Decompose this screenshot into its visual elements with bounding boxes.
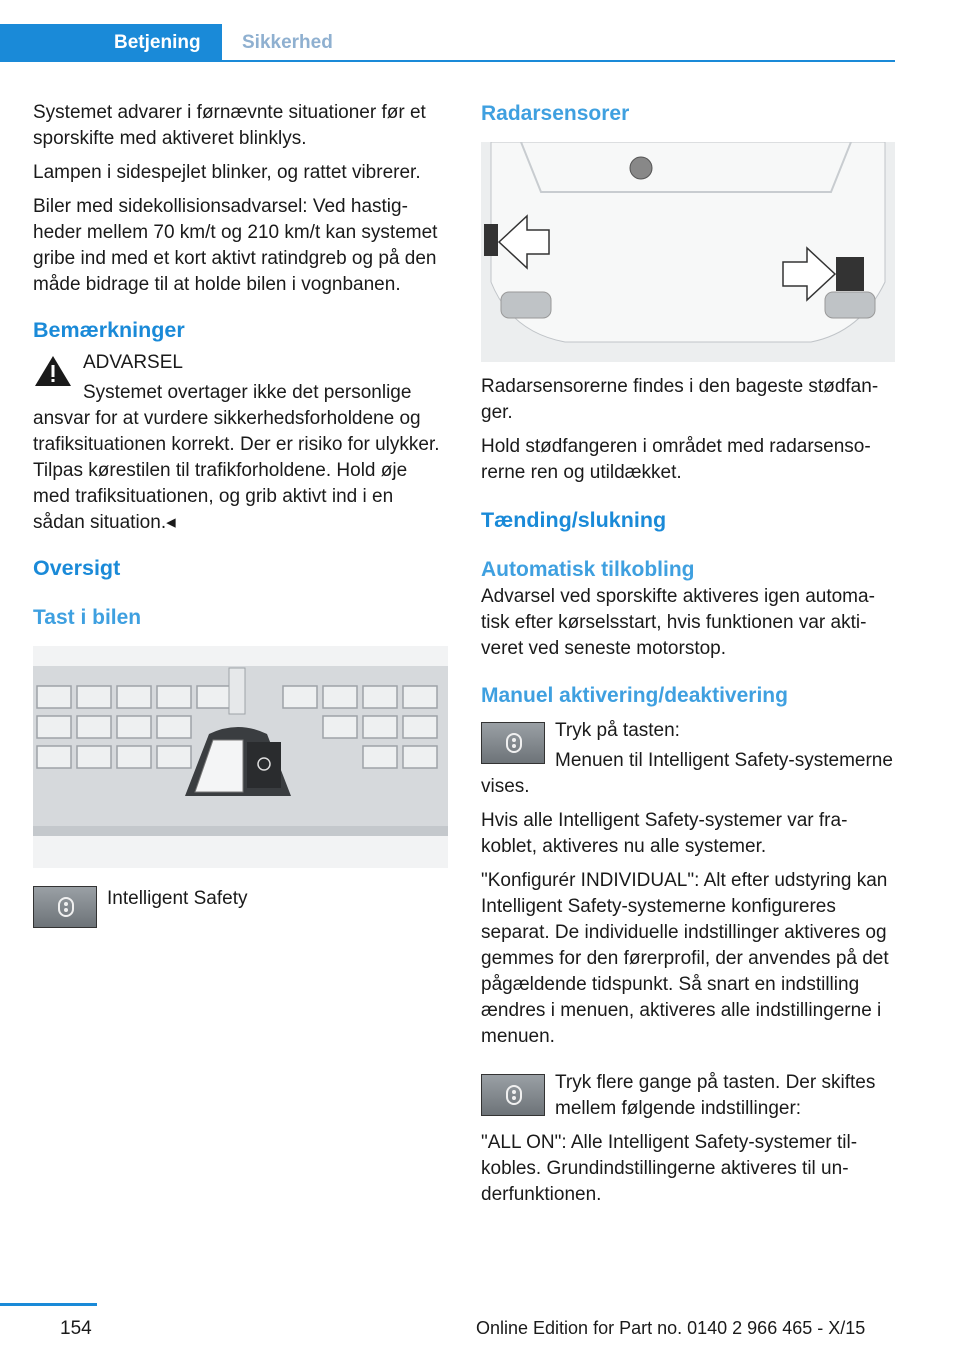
rear-bumper-photo <box>481 142 895 362</box>
paragraph: Lampen i sidespejlet blinker, og rattet vibrerer. <box>33 162 421 183</box>
heading-button-in-car: Tast i bilen <box>33 606 142 629</box>
toggle-block <box>481 1070 896 1122</box>
heading-remarks: Bemærkninger <box>33 318 185 342</box>
intelligent-safety-button-icon <box>33 886 97 928</box>
paragraph: Biler med sidekollisionsadvarsel: Ved hastigheder mellem 70 km/t og 210 km/t kan systemet gribe ind med et kort aktivt ratindgreb og på den måde bidrage til at holde bilen i vognbanen. <box>33 196 438 295</box>
dashboard-button-photo <box>33 646 448 868</box>
paragraph: Advarsel ved sporskifte aktiveres igen automatisk efter kørselsstart, hvis funktionen var aktiveret ved seneste motorstop. <box>481 586 875 659</box>
left-column <box>33 100 448 930</box>
heading-on-off: Tænding/slukning <box>481 508 667 532</box>
paragraph: Radarsensorerne findes i den bageste stødfanger. <box>481 376 879 423</box>
header <box>0 0 960 64</box>
heading-automatic: Automatisk tilkobling <box>481 558 695 581</box>
page-number: 154 <box>60 1318 92 1339</box>
warning-title: ADVARSEL <box>83 352 183 373</box>
footer-bar <box>0 1303 97 1306</box>
paragraph: Tryk flere gange på tasten. Der skiftes mellem følgende indstillinger: <box>555 1072 876 1119</box>
edition-text: Online Edition for Part no. 0140 2 966 465 - X/15 <box>476 1318 866 1338</box>
intelligent-safety-button-icon <box>481 722 545 764</box>
paragraph: Hold stødfangeren i området med radarsensorerne ren og utildækket. <box>481 436 871 483</box>
intelligent-safety-button-icon <box>481 1074 545 1116</box>
header-rule <box>222 60 895 62</box>
paragraph: Menuen til Intelligent Safety-systemerne vises. <box>481 750 893 797</box>
paragraph: Hvis alle Intelligent Safety-systemer var frakoblet, aktiveres nu alle systemer. <box>481 810 848 857</box>
button-legend <box>33 886 448 912</box>
heading-overview: Oversigt <box>33 556 121 580</box>
heading-radar-sensors: Radarsensorer <box>481 102 630 125</box>
button-label: Intelligent Safety <box>107 888 248 909</box>
right-column <box>481 100 896 1216</box>
warning-icon <box>33 354 73 388</box>
paragraph: Tryk på tasten: <box>555 720 680 741</box>
warning-block <box>33 350 448 536</box>
manual-block <box>481 718 896 800</box>
paragraph: "ALL ON": Alle Intelligent Safety-systemer tilkobles. Grundindstillingerne aktiveres til underfunktionen. <box>481 1132 858 1205</box>
tab-sikkerhed[interactable]: Sikkerhed <box>242 32 333 53</box>
tab-betjening[interactable]: Betjening <box>0 24 222 62</box>
paragraph: "Konfigurér INDIVIDUAL": Alt efter udstyring kan Intelligent Safety-systemerne konfigureres separat. De individuelle indstillinger aktiveres og gemmes for den førerprofil, der anvendes på det pågældende tidspunkt. Så snart en indstilling ændres i menuen, aktiveres alle indstillingerne i menuen. <box>481 870 889 1047</box>
paragraph: Systemet advarer i førnævnte situationer før et sporskifte med aktiveret blinklys. <box>33 102 426 149</box>
heading-manual: Manuel aktivering/deaktivering <box>481 684 788 707</box>
warning-text: Systemet overtager ikke det personlige ansvar for at vurdere sikkerhedsforholdene og trafiksituationen korrekt. Der er risiko for ulykker. Tilpas kørestilen til trafikforholdene. Hold øje med trafiksituationen, og grib aktivt ind i en sådan situation.◂ <box>33 382 440 533</box>
